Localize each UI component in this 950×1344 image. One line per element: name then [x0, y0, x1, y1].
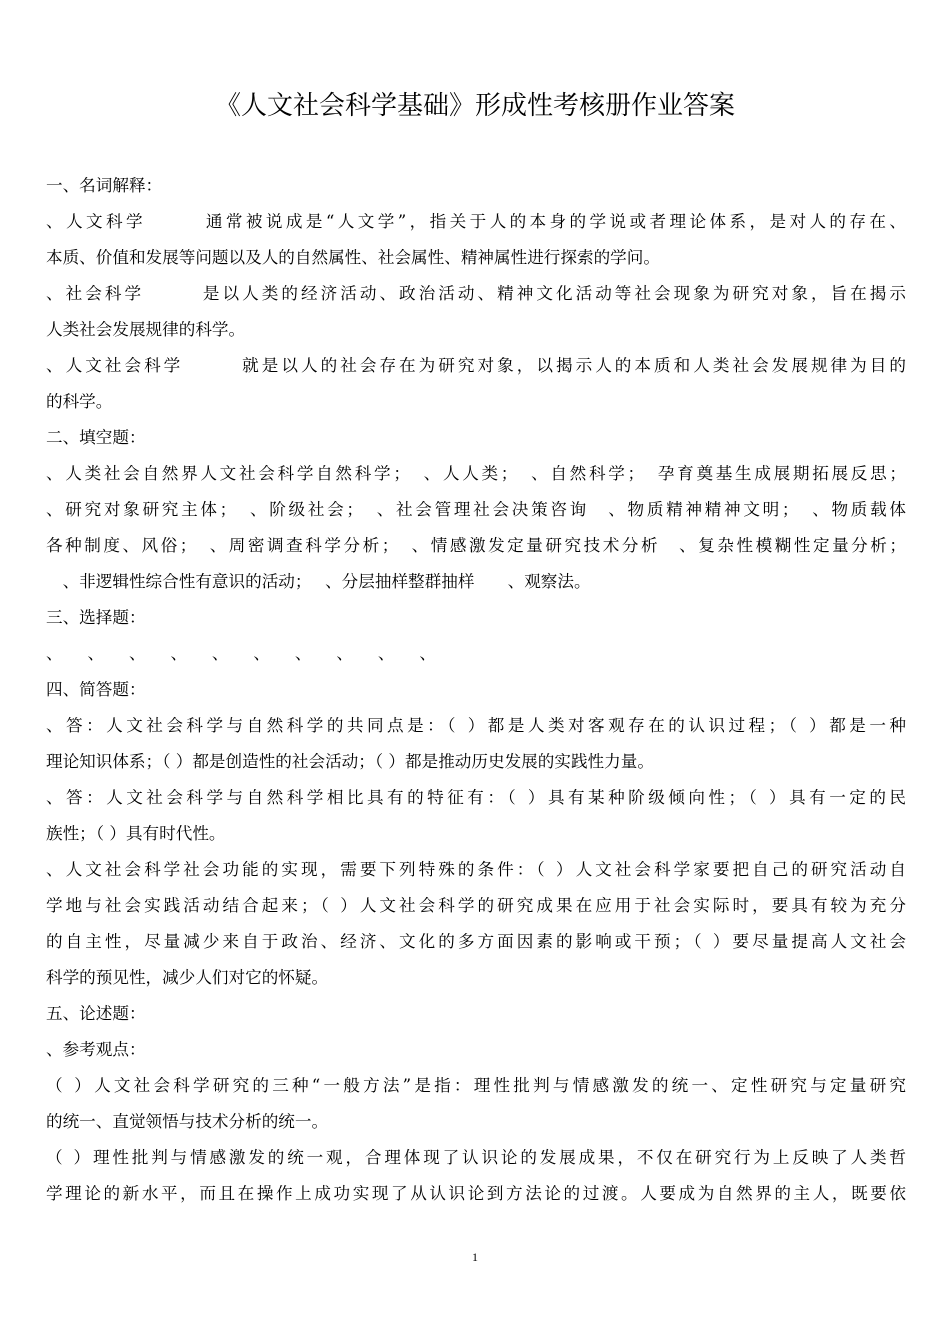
page-number: 1	[472, 1250, 478, 1264]
text-line: （ ）理性批判与情感激发的统一观，合理体现了认识论的发展成果，不仅在研究行为上反映了人类哲	[46, 1148, 906, 1167]
text-line: 三、选择题：	[46, 608, 146, 627]
text-line: 、人文科学 通常被说成是“人文学”，指关于人的本身的学说或者理论体系，是对人的存在、	[46, 212, 906, 231]
text-line: 学地与社会实践活动结合起来；（ ）人文社会科学的研究成果在应用于社会实际时，要具有较为充分	[46, 896, 906, 915]
text-line: 、 、 、 、 、 、 、 、 、 、	[46, 644, 436, 663]
text-line: 各种制度、风俗； 、周密调查科学分析； 、情感激发定量研究技术分析 、复杂性模糊性定量分析；	[46, 536, 906, 555]
text-line: 的科学。	[46, 392, 113, 411]
text-line: 、人文社会科学 就是以人的社会存在为研究对象，以揭示人的本质和人类社会发展规律为目的	[46, 356, 906, 375]
document-body	[46, 168, 906, 1212]
text-line: 、社会科学 是以人类的经济活动、政治活动、精神文化活动等社会现象为研究对象，旨在揭示	[46, 284, 906, 303]
text-line: 学理论的新水平，而且在操作上成功实现了从认识论到方法论的过渡。人要成为自然界的主人，既要依	[46, 1184, 906, 1203]
text-line: 理论知识体系；（ ）都是创造性的社会活动；（ ）都是推动历史发展的实践性力量。	[46, 752, 654, 771]
text-line: 、非逻辑性综合性有意识的活动； 、分层抽样整群抽样 、观察法。	[46, 572, 591, 591]
text-line: 、人类社会自然界人文社会科学自然科学； 、人人类； 、自然科学； 孕育奠基生成展期拓展反思；	[46, 464, 906, 483]
text-line: 人类社会发展规律的科学。	[46, 320, 246, 339]
text-line: 、人文社会科学社会功能的实现，需要下列特殊的条件：（ ）人文社会科学家要把自己的研究活动自	[46, 860, 906, 879]
text-line: （ ）人文社会科学研究的三种“一般方法”是指：理性批判与情感激发的统一、定性研究与定量研究	[46, 1076, 906, 1095]
text-line: 、研究对象研究主体； 、阶级社会； 、社会管理社会决策咨询 、物质精神精神文明； 、物质载体	[46, 500, 906, 519]
text-line: 、参考观点：	[46, 1040, 146, 1059]
text-line: 一、名词解释：	[46, 176, 163, 195]
text-line: 科学的预见性，减少人们对它的怀疑。	[46, 968, 329, 987]
text-line: 四、简答题：	[46, 680, 146, 699]
text-line: 二、填空题：	[46, 428, 146, 447]
text-line: 本质、价值和发展等问题以及人的自然属性、社会属性、精神属性进行探索的学问。	[46, 248, 660, 267]
text-line: 族性；（ ）具有时代性。	[46, 824, 226, 843]
text-line: 、答：人文社会科学与自然科学的共同点是：（ ）都是人类对客观存在的认识过程；（ ）都是一种	[46, 716, 906, 735]
page-title: 《人文社会科学基础》形成性考核册作业答案	[214, 91, 735, 121]
text-line: 、答：人文社会科学与自然科学相比具有的特征有：（ ）具有某种阶级倾向性；（ ）具有一定的民	[46, 788, 906, 807]
text-line: 的自主性，尽量减少来自于政治、经济、文化的多方面因素的影响或干预；（ ）要尽量提高人文社会	[46, 932, 906, 951]
text-line: 的统一、直觉领悟与技术分析的统一。	[46, 1112, 329, 1131]
text-line: 五、论述题：	[46, 1004, 146, 1023]
